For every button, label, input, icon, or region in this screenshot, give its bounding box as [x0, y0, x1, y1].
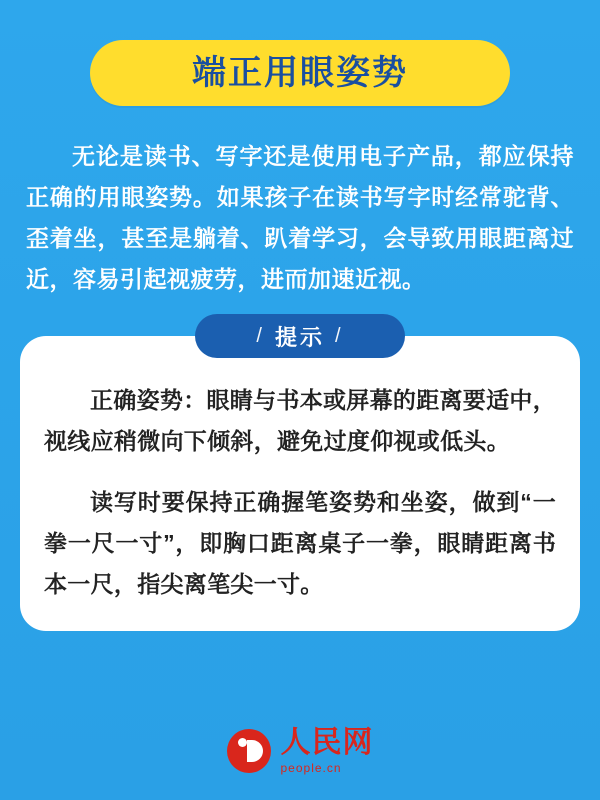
tip-paragraph-2: 读写时要保持正确握笔姿势和坐姿，做到“一拳一尺一寸”，即胸口距离桌子一拳，眼睛距离书本一尺，指尖离笔尖一寸。 [44, 489, 556, 597]
logo-name-en: people.cn [280, 761, 342, 775]
title-container [0, 0, 600, 106]
tip-badge [195, 314, 405, 358]
people-cn-logo-icon [227, 729, 271, 773]
tip-paragraph-1: 正确姿势：眼睛与书本或屏幕的距离要适中，视线应稍微向下倾斜，避免过度仰视或低头。 [44, 387, 556, 454]
badge-slash-left-icon: / [256, 324, 265, 347]
page-title: 端正用眼姿势 [192, 54, 408, 92]
logo-text-group [281, 728, 374, 774]
intro-paragraph: 无论是读书、写字还是使用电子产品，都应保持正确的用眼姿势。如果孩子在读书写字时经常驼背、歪着坐，甚至是躺着、趴着学习，会导致用眼距离过近，容易引起视疲劳，进而加速近视。 [26, 143, 574, 292]
badge-label: 提示 [274, 324, 325, 350]
tip-card [20, 324, 580, 631]
footer-logo [0, 728, 600, 774]
title-pill [90, 40, 510, 106]
badge-slash-right-icon: / [335, 324, 344, 347]
logo-name-cn: 人民网 [280, 726, 374, 759]
